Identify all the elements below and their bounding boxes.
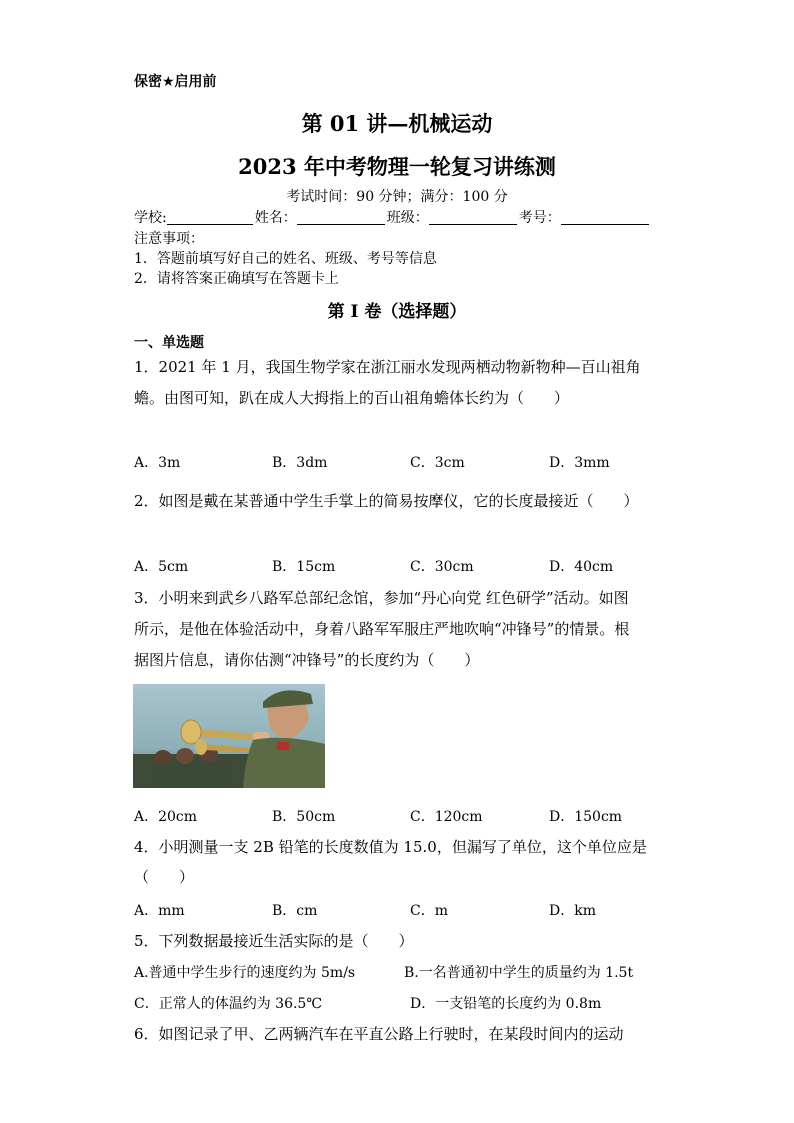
question-3-option-a[interactable]: A．20cm (134, 809, 198, 825)
question-4-option-b[interactable]: B．cm (272, 903, 318, 919)
question-1-option-c[interactable]: C．3cm (410, 455, 465, 471)
question-1-option-a[interactable]: A．3m (134, 455, 181, 471)
question-category: 一、单选题 (134, 335, 204, 351)
question-5-option-c[interactable]: C．正常人的体温约为 36.5℃ (134, 996, 322, 1012)
question-6-line: 6．如图记录了甲、乙两辆汽车在平直公路上行驶时，在某段时间内的运动 (134, 1025, 624, 1043)
name-label: 姓名： (254, 210, 297, 226)
question-5-option-b[interactable]: B.一名普通初中学生的质量约为 1.5t (404, 965, 634, 981)
note-item: 2．请将答案正确填写在答题卡上 (134, 271, 339, 287)
question-3-option-b[interactable]: B．50cm (272, 809, 336, 825)
question-1-option-b[interactable]: B．3dm (272, 455, 328, 471)
question-2-option-d[interactable]: D．40cm (549, 559, 614, 575)
question-3-option-c[interactable]: C．120cm (410, 809, 483, 825)
question-3-line: 据图片信息，请你估测“冲锋号”的长度约为（ ） (134, 651, 480, 669)
document-subtitle: 2023 年中考物理一轮复习讲练测 (238, 154, 556, 179)
question-5-option-a[interactable]: A.普通中学生步行的速度约为 5m/s (134, 965, 356, 981)
question-4-line: （ ） (134, 868, 195, 886)
question-1-line: 蟾。由图可知，趴在成人大拇指上的百山祖角蟾体长约为（ ） (134, 389, 570, 407)
question-4-option-d[interactable]: D．km (549, 903, 596, 919)
question-5-line: 5．下列数据最接近生活实际的是（ ） (134, 932, 414, 950)
question-2-line: 2．如图是戴在某普通中学生手掌上的简易按摩仪，它的长度最接近（ ） (134, 492, 639, 510)
question-4-line: 4．小明测量一支 2B 铅笔的长度数值为 15.0，但漏写了单位，这个单位应是 (134, 838, 647, 856)
exam-info: 考试时间：90 分钟；满分：100 分 (286, 189, 508, 205)
question-5-option-d[interactable]: D．一支铅笔的长度约为 0.8m (410, 996, 602, 1012)
question-2-option-c[interactable]: C．30cm (410, 559, 474, 575)
question-3-line: 所示，是他在体验活动中，身着八路军军服庄严地吹响“冲锋号”的情景。根 (134, 620, 630, 638)
question-3-line: 3．小明来到武乡八路军总部纪念馆，参加“丹心向党 红色研学”活动。如图 (134, 589, 629, 607)
question-1-option-d[interactable]: D．3mm (549, 455, 610, 471)
question-2-option-b[interactable]: B．15cm (272, 559, 336, 575)
class-blank[interactable] (429, 210, 517, 225)
question-2-option-a[interactable]: A．5cm (134, 559, 189, 575)
question-1-line: 1．2021 年 1 月，我国生物学家在浙江丽水发现两栖动物新物种—百山祖角 (134, 358, 641, 376)
name-blank[interactable] (297, 210, 385, 225)
bugle-photo (133, 684, 325, 788)
document-title: 第 01 讲—机械运动 (301, 111, 493, 136)
exam-no-label: 考号： (518, 210, 561, 226)
school-blank[interactable] (167, 210, 253, 225)
school-label: 学校: (134, 210, 167, 226)
section-title: 第 I 卷（选择题） (327, 302, 467, 322)
student-info-row (134, 207, 651, 227)
confidential-label: 保密★启用前 (134, 74, 217, 90)
class-label: 班级： (386, 210, 429, 226)
exam-no-blank[interactable] (561, 210, 649, 225)
question-4-option-c[interactable]: C．m (410, 903, 448, 919)
question-4-option-a[interactable]: A．mm (134, 903, 185, 919)
question-3-option-d[interactable]: D．150cm (549, 809, 623, 825)
note-item: 1．答题前填写好自己的姓名、班级、考号等信息 (134, 251, 437, 267)
notes-title: 注意事项： (134, 231, 204, 247)
bugle-photo-illustration (133, 684, 325, 788)
